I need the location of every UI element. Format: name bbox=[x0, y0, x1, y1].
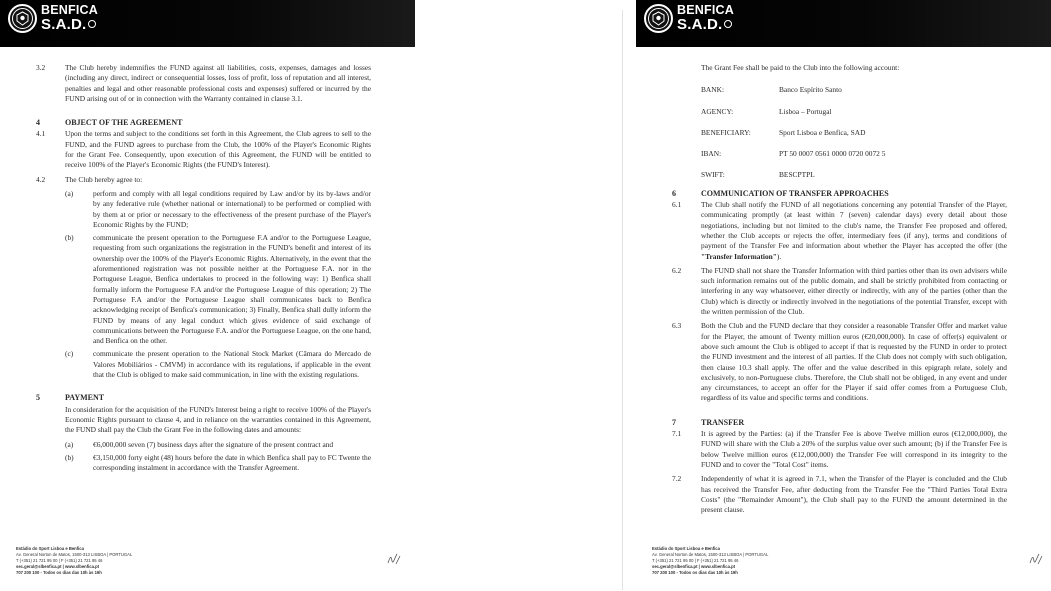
bank-value: PT 50 0007 0561 0000 0720 0072 5 bbox=[779, 149, 886, 159]
clause-6-1 bbox=[672, 200, 1007, 262]
grant-intro: The Grant Fee shall be paid to the Club into the following account: bbox=[701, 63, 900, 72]
section-title: OBJECT OF THE AGREEMENT bbox=[65, 118, 183, 128]
clause-3-2 bbox=[36, 63, 371, 104]
footer-web: sec.geral@slbenfica.pt | www.slbenfica.pt bbox=[16, 563, 100, 569]
section-number: 4 bbox=[36, 118, 40, 128]
right-page-body bbox=[672, 63, 1007, 519]
clause-number: 6.3 bbox=[672, 321, 682, 331]
clause-6-2 bbox=[672, 266, 1007, 317]
bank-row bbox=[701, 85, 1007, 95]
footer-name: Estádio do Sport Lisboa e Benfica bbox=[652, 546, 720, 551]
bank-row bbox=[701, 107, 1007, 117]
bank-key: SWIFT: bbox=[701, 170, 725, 180]
bank-row bbox=[701, 128, 1007, 138]
footer-phone: T (+351) 21 721 95 00 | F (+351) 21 721 95 46 bbox=[652, 557, 739, 563]
clause-text: It is agreed by the Parties: (a) if the Transfer Fee is above Twelve million euros (€12,000,000), the FUND will share with the Club a 20% of the surplus value over such amount; (b) if the Transfer Fee is below Twelve million euros (€12,000,000) the Transfer Fee will correspond in its integrity to the FUND and to cover the "Total Cost" items. bbox=[701, 429, 1007, 469]
clause-number: 4.1 bbox=[36, 129, 46, 139]
clause-text-end: ). bbox=[776, 251, 782, 261]
benfica-crest-icon bbox=[8, 4, 37, 33]
ball-icon bbox=[88, 20, 96, 28]
letterhead-footer bbox=[16, 546, 132, 576]
letterhead-banner bbox=[0, 0, 415, 47]
bank-key: BANK: bbox=[701, 85, 724, 95]
clause-4-2-c bbox=[65, 349, 371, 380]
page-gutter bbox=[415, 0, 636, 591]
bank-row bbox=[701, 170, 1007, 180]
section-number: 5 bbox=[36, 393, 40, 403]
bank-value: BESCPTPL bbox=[779, 170, 815, 180]
brand-sad-text: S.A.D. bbox=[41, 16, 87, 33]
brand-name: BENFICA bbox=[41, 3, 98, 17]
letterhead-banner bbox=[636, 0, 1051, 47]
clause-4-2-a bbox=[65, 189, 371, 230]
clause-number: 6.2 bbox=[672, 265, 682, 275]
section-7-heading bbox=[672, 418, 1007, 428]
handwritten-initial-icon bbox=[386, 551, 402, 567]
clause-number: 4.2 bbox=[36, 174, 46, 184]
item-label: (a) bbox=[65, 439, 74, 449]
brand-sad-text: S.A.D. bbox=[677, 16, 723, 33]
clause-7-1 bbox=[672, 429, 1007, 470]
footer-web: sec.geral@slbenfica.pt | www.slbenfica.pt bbox=[652, 563, 736, 569]
item-label: (a) bbox=[65, 188, 74, 198]
document-page-left bbox=[0, 0, 415, 591]
clause-text-main: The Club shall notify the FUND of all negotiations concerning any potential Transfer of the Player, communicating promptly (at least within 7 (seven) calendar days) every detail about those negotiations, including but not limited to the club's name, the Transfer Fee proposed and offered, whether the Club accepts or rejects the offer, intermediary fees (if any), terms and conditions of payment of the Transfer Fee and information about whether the Player has accepted the offer (the bbox=[701, 200, 1007, 251]
clause-text: Independently of what it is agreed in 7.1, when the Transfer of the Player is concluded and the Club has received the Transfer Fee, after deducting from the Transfer Fee the "Third Parties Total Extra Costs" (the "Remainder Amount"), the Club shall pay to the FUND the amount determined in the present clause. bbox=[701, 474, 1007, 515]
footer-hours: 707 200 100 - Todos os dias das 10h às 19h bbox=[16, 569, 102, 575]
footer-hours: 707 200 100 - Todos os dias das 10h às 19h bbox=[652, 569, 738, 575]
payment-a bbox=[65, 440, 371, 450]
clause-7-2 bbox=[672, 474, 1007, 515]
bank-key: BENEFICIARY: bbox=[701, 127, 751, 137]
item-text: €3,150,000 forty eight (48) hours before the date in which Benfica shall pay to FC Twente the corresponding instalment in accordance with the Transfer Agreement. bbox=[93, 452, 371, 473]
handwritten-initial-icon bbox=[1028, 551, 1044, 567]
ball-icon bbox=[724, 20, 732, 28]
clause-text: Both the Club and the FUND declare that they consider a reasonable Transfer Offer and market value for the Player, the amount of Twenty million euros (€20,000,000). In case of offer(s) equivalent or above such amount the Club is obliged to accept if that is requested by the FUND in order to protect the FUND investment and the interest of all parties. If the Club does not comply with such obligation, then clause 10.3 shall apply. The offer and the value described in this epigraph relate, solely and exclusively, to non-Portuguese clubs. Therefore, the Club shall not be obliged, in any event and under any circumstances, to accept an offer for the Player if said offer comes from a Portuguese Club, regardless of its value and specific terms and conditions. bbox=[701, 321, 1007, 403]
clause-number: 7.2 bbox=[672, 474, 682, 484]
section-5-heading bbox=[36, 393, 371, 403]
item-label: (b) bbox=[65, 233, 74, 243]
section-title: TRANSFER bbox=[701, 417, 745, 427]
brand-sad bbox=[677, 17, 732, 33]
section-number: 7 bbox=[672, 417, 676, 427]
clause-text-defined-term: "Transfer Information" bbox=[701, 251, 777, 261]
document-page-right bbox=[636, 0, 1051, 591]
bank-value: Sport Lisboa e Benfica, SAD bbox=[779, 127, 866, 137]
bank-key: IBAN: bbox=[701, 149, 722, 159]
bank-value: Banco Espírito Santo bbox=[779, 85, 842, 95]
section-number: 6 bbox=[672, 188, 676, 198]
bank-row bbox=[701, 149, 1007, 159]
section-6-heading bbox=[672, 189, 1007, 199]
payment-b bbox=[65, 453, 371, 474]
letterhead-footer bbox=[652, 546, 768, 576]
clause-number: 3.2 bbox=[36, 63, 46, 72]
footer-address: Av. General Norton de Matos, 1500-313 LISBOA | PORTUGAL bbox=[16, 551, 133, 557]
clause-text: Upon the terms and subject to the conditions set forth in this Agreement, the Club agrees to sell to the FUND, and the FUND agrees to purchase from the Club, the 100% of the Player's Economic Rights for the Grant Fee. Consequently, upon execution of this Agreement, the FUND will be entitled to receive 100% of the Player's Economic Rights (the FUND's Interest). bbox=[65, 129, 371, 170]
benfica-crest-icon bbox=[644, 4, 673, 33]
bank-value: Lisboa – Portugal bbox=[779, 106, 832, 116]
clause-text bbox=[701, 200, 1007, 262]
section-title: PAYMENT bbox=[65, 393, 105, 403]
brand-sad bbox=[41, 17, 96, 33]
section-4-heading bbox=[36, 118, 371, 128]
clause-4-1 bbox=[36, 129, 371, 170]
brand-name: BENFICA bbox=[677, 3, 734, 17]
payment-intro: In consideration for the acquisition of the FUND's Interest being a right to receive 100% of the Player's Economic Rights pursuant to clause 4, and in reliance on the warranties contained in this Agreement, the FUND shall pay the Club the Grant Fee in the following dates and amounts: bbox=[65, 404, 371, 435]
clause-4-2-b bbox=[65, 233, 371, 346]
clause-6-3 bbox=[672, 321, 1007, 403]
item-label: (b) bbox=[65, 452, 74, 462]
clause-number: 6.1 bbox=[672, 200, 682, 210]
clause-4-2 bbox=[36, 175, 371, 185]
clause-text: The Club hereby indemnifies the FUND against all liabilities, costs, expenses, damages and losses (including any direct, indirect or consequential losses, loss of profit, loss of reputation and all interest, penalties and legal and other reasonable professional costs and expenses) suffered or incurred by the FUND arising out of or in connection with the Warranty contained in clause 3.1. bbox=[65, 63, 371, 103]
footer-address: Av. General Norton de Matos, 1500-313 LISBOA | PORTUGAL bbox=[652, 551, 769, 557]
page-fold bbox=[622, 10, 623, 590]
footer-name: Estádio do Sport Lisboa e Benfica bbox=[16, 546, 84, 551]
item-text: perform and comply with all legal conditions required by Law and/or by its by-laws and/or by any federative rule (whether national or international) to be performed or complied with by them at or prior or necessary to the effectiveness of the present purchase of the Player's Economic Rights by the FUND; bbox=[93, 188, 371, 229]
clause-number: 7.1 bbox=[672, 429, 682, 439]
section-title: COMMUNICATION OF TRANSFER APPROACHES bbox=[701, 188, 889, 198]
clause-text: The Club hereby agree to: bbox=[65, 174, 143, 184]
item-text: communicate the present operation to the National Stock Market (Câmara do Mercado de Valores Mobiliários - CMVM) in accordance with its regulations, if applicable in the event that the Club is obliged to make said communication, in line with the existing regulations. bbox=[93, 349, 371, 380]
bank-key: AGENCY: bbox=[701, 106, 734, 116]
item-label: (c) bbox=[65, 349, 74, 359]
item-text: communicate the present operation to the Portuguese F.A and/or to the Portuguese League, requesting from such organizations the registration in the FUND's benefit and interest of its ownership over the 100% of the Player's Economic Rights. Alternatively, in the event that the aforementioned registration was not possible neither at the Portuguese F.A. nor in the Portuguese League, Benfica undertakes to proceed in the following way: 1) Benfica shall formally inform the Portuguese F.A and/or the Portuguese League of this operation; 2) The Portuguese F.A and/or the Portuguese League shall communicates back to Benfica acknowledging receipt of Benfica's communication; 3) Finally, Benfica shall dully inform the FUND by means of any legal conduct which gives evidence of said exchange of communications between the Portuguese F.A. and/or the Portuguese League, on the one hand, and Benfica on the other. bbox=[93, 233, 371, 346]
item-text: €6,000,000 seven (7) business days after the signature of the present contract and bbox=[93, 439, 334, 449]
footer-phone: T (+351) 21 721 95 00 | F (+351) 21 721 95 46 bbox=[16, 557, 103, 563]
clause-text: The FUND shall not share the Transfer Information with third parties other than its own advisers while such information remains out of the public domain, and shall be strictly prohibited from contacting or interfering in any way whatsoever, either directly or indirectly, with any of the parties (other than the Club) which is directly or indirectly involved in the negotiations of the potential Transfer, except with the written permission of the Club. bbox=[701, 265, 1007, 317]
left-page-body bbox=[36, 63, 371, 476]
